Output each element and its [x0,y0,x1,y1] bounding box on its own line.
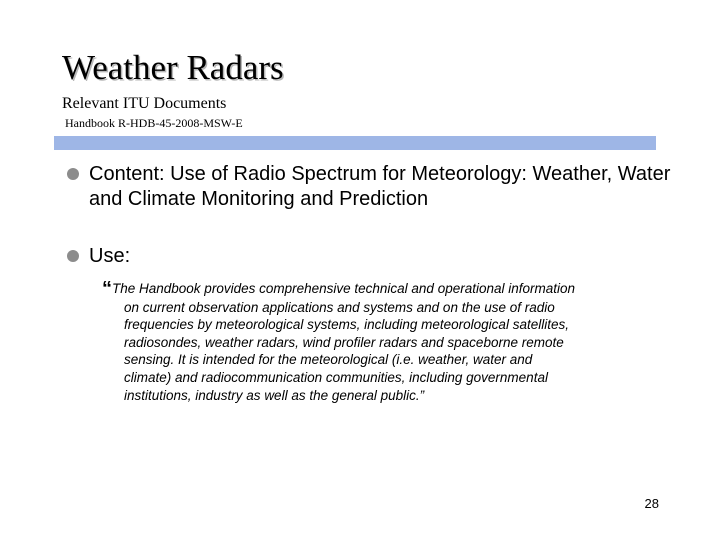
quote-line-4: radiosondes, weather radars, wind profiler radars and spaceborne remote [124,334,564,350]
page-number: 28 [644,496,659,511]
bullet-dot-icon [67,250,79,262]
quote-line-7: institutions, industry as well as the general public.” [124,387,425,403]
quote-line-2: on current observation applications and systems and on the use of radio [124,299,555,315]
handbook-quote [102,280,682,404]
quote-line-5: sensing. It is intended for the meteorological (i.e. weather, water and [124,352,533,368]
quote-line-3: frequencies by meteorological systems, including meteorological satellites, [124,317,569,333]
bullet-use: Use: [89,245,131,267]
open-quote-mark: “ [102,278,112,300]
quote-text-1: The Handbook provides comprehensive technical and operational information [112,281,576,296]
quote-line-6: climate) and radiocommunication communities, including governmental [124,369,548,385]
slide-title: Weather Radars [62,48,284,87]
bullet-dot-icon [67,168,79,180]
bullet-content: Content: Use of Radio Spectrum for Meteorology: Weather, Water and Climate Monitoring and Prediction [89,163,671,210]
slide-subtitle: Relevant ITU Documents [62,95,227,112]
quote-line-1 [102,280,682,299]
title-underline-bar [54,136,656,150]
handbook-reference: Handbook R-HDB-45-2008-MSW-E [65,116,243,130]
